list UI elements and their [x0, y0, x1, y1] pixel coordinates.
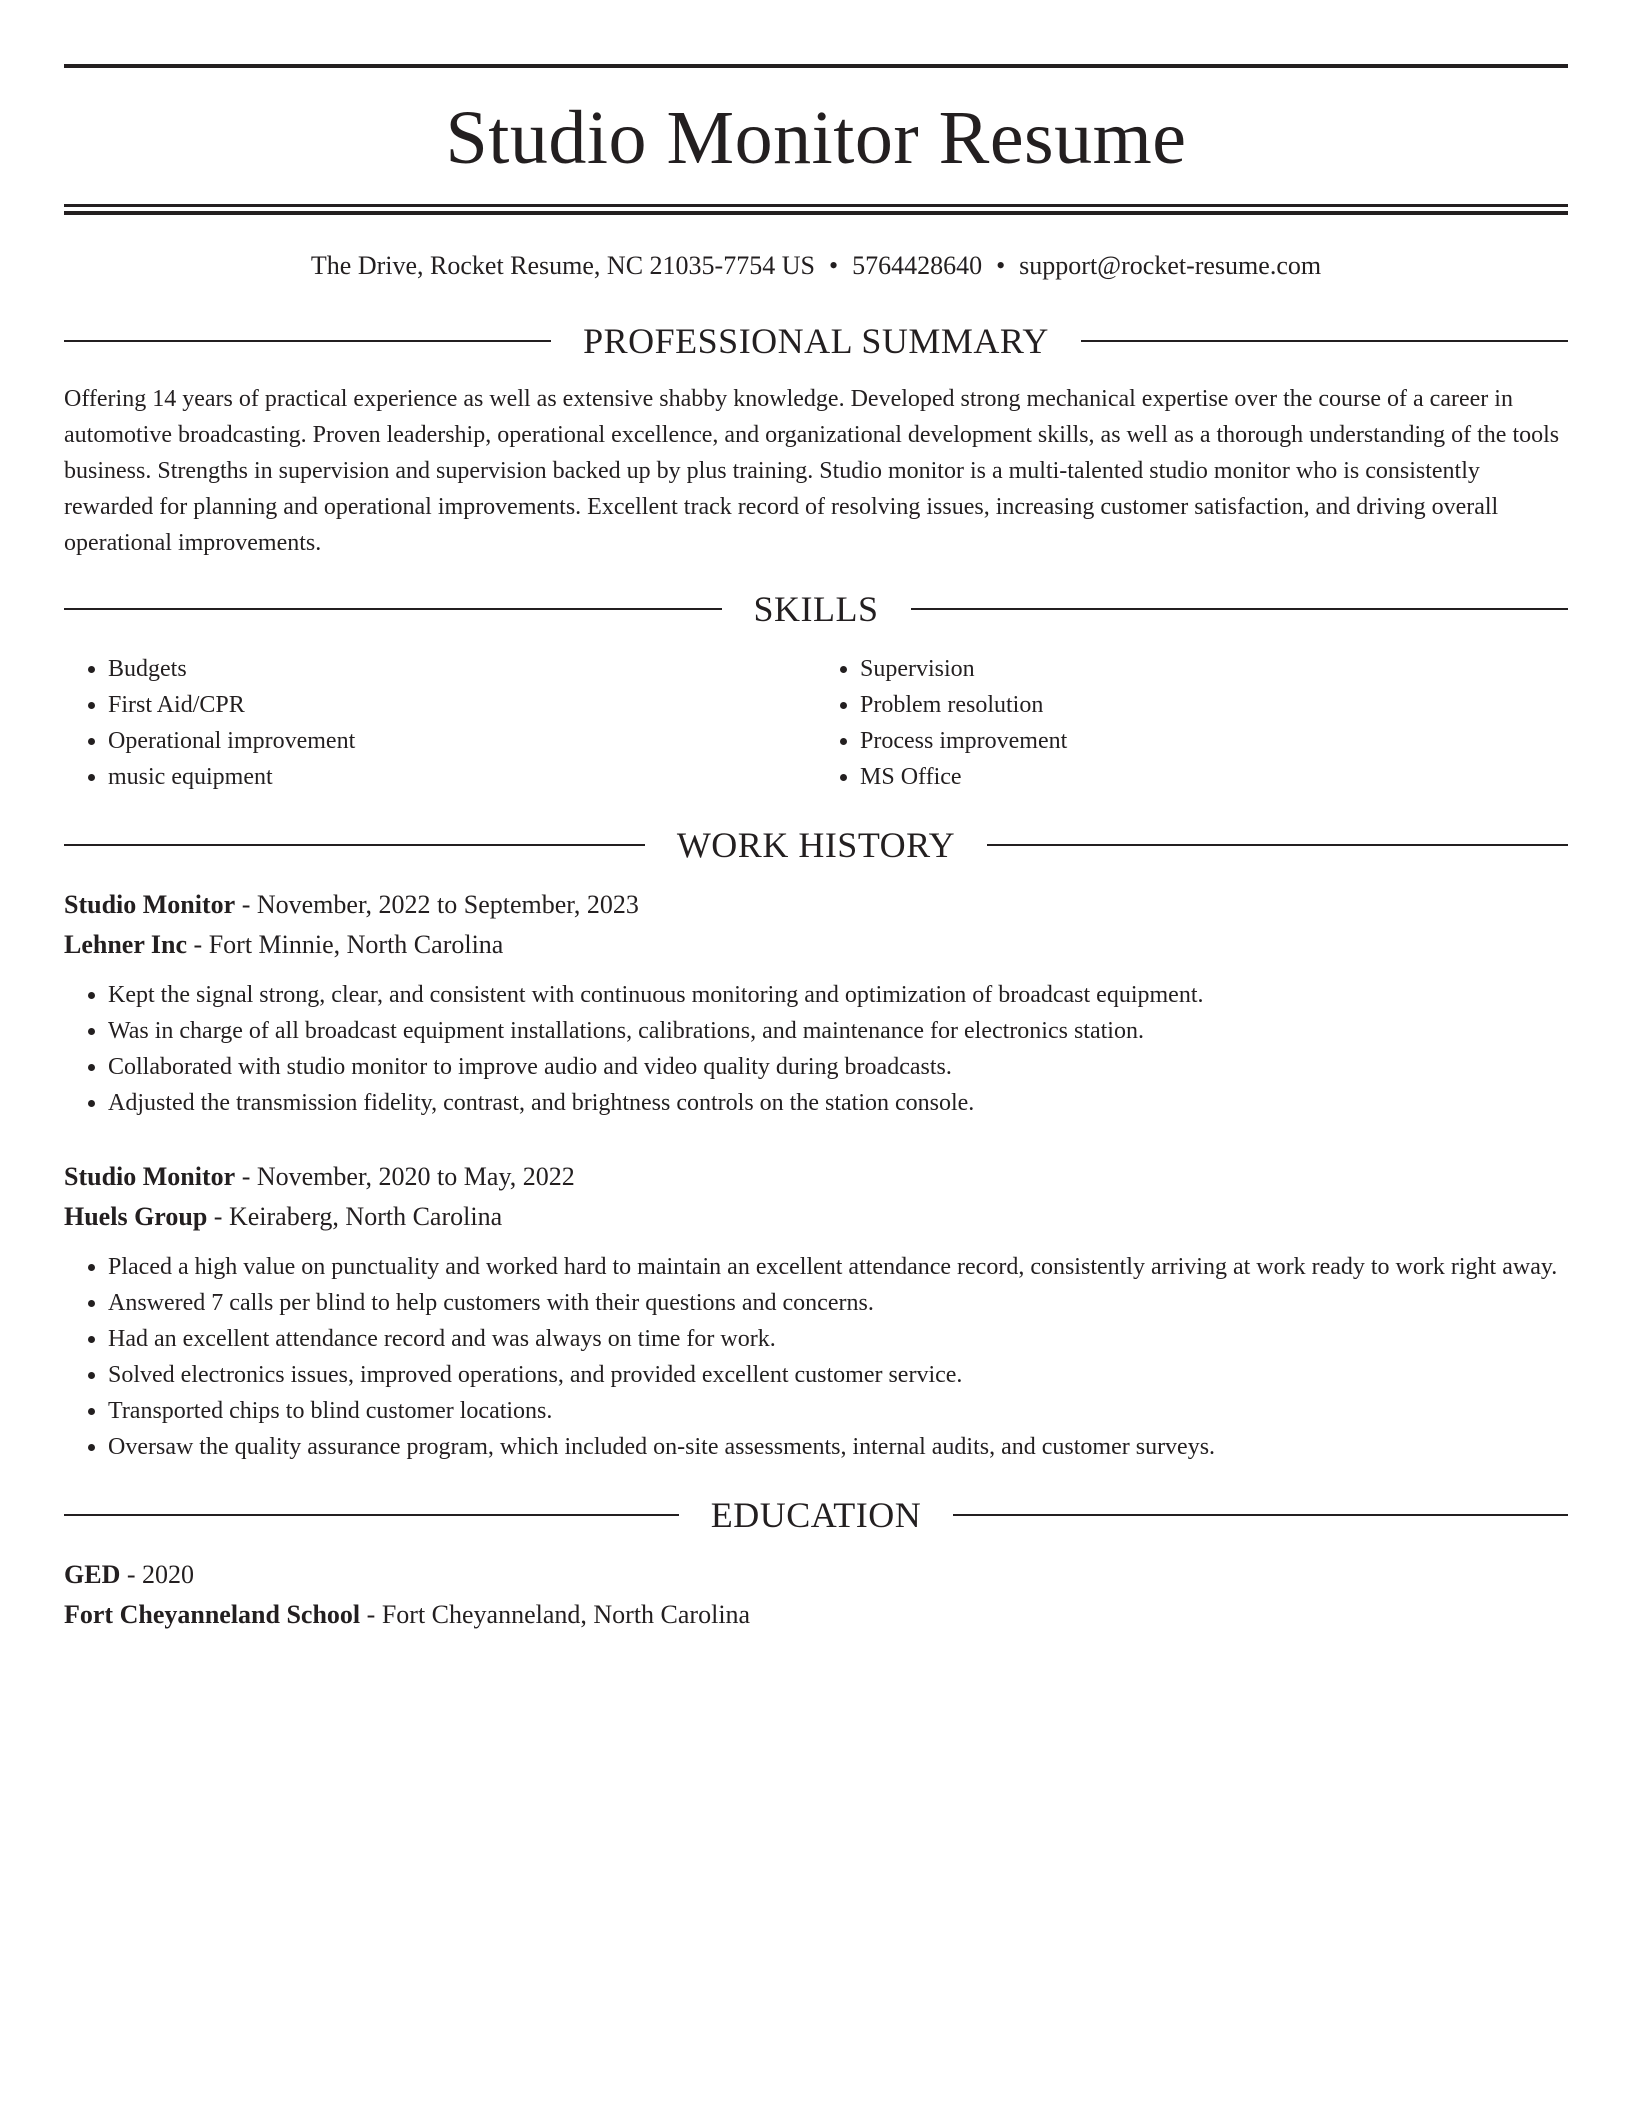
job-company: Lehner Inc	[64, 930, 188, 959]
summary-text: Offering 14 years of practical experience as well as extensive shabby knowledge. Developed strong mechanical expertise over the course of a career in automotive broadcasting. Proven leadership, operational excellence, and organizational development skills, as well as a thorough understanding of the tools business. Strengths in supervision and supervision backed up by plus training. Studio monitor is a multi-talented studio monitor who is consistently rewarded for planning and operational improvements. Excellent track record of resolving issues, increasing customer satisfaction, and driving overall operational improvements.	[64, 386, 1560, 556]
heading-rule-left	[64, 340, 551, 342]
job-title-line: Studio Monitor - November, 2022 to September, 2023	[64, 890, 639, 919]
heading-rule-left	[64, 844, 645, 846]
education-school-line: Fort Cheyanneland School - Fort Cheyanneland, North Carolina	[64, 1600, 751, 1629]
contact-separator: •	[828, 251, 839, 280]
summary-section-heading	[64, 321, 1568, 361]
header-top-rule	[64, 64, 1568, 68]
resume-title: Studio Monitor Resume	[445, 96, 1187, 180]
skill-item: • Problem resolution	[860, 687, 1568, 723]
job-bullet: • Solved electronics issues, improved operations, and provided excellent customer service.	[108, 1357, 1568, 1393]
heading-rule-left	[64, 1514, 679, 1516]
heading-rule-left	[64, 608, 722, 610]
education-school: Fort Cheyanneland School	[64, 1600, 361, 1629]
job-bullet: • Placed a high value on punctuality and worked hard to maintain an excellent attendance record, consistently arriving at work ready to work right away.	[108, 1249, 1568, 1285]
job-bullet: • Transported chips to blind customer locations.	[108, 1393, 1568, 1429]
job-bullet: • Answered 7 calls per blind to help customers with their questions and concerns.	[108, 1285, 1568, 1321]
education-degree-line: GED - 2020	[64, 1560, 195, 1589]
work-section-heading	[64, 825, 1568, 865]
skill-item: • music equipment	[108, 759, 816, 795]
education-entry	[64, 1555, 1568, 1635]
job-location: Fort Minnie, North Carolina	[208, 930, 504, 959]
job-company: Huels Group	[64, 1202, 208, 1231]
skill-item: • Operational improvement	[108, 723, 816, 759]
job-title: Studio Monitor	[64, 890, 236, 919]
contact-email: support@rocket-resume.com	[1019, 251, 1322, 280]
job-bullet: • Collaborated with studio monitor to improve audio and video quality during broadcasts.	[108, 1049, 1568, 1085]
skills-heading: SKILLS	[753, 589, 879, 629]
education-location: Fort Cheyanneland, North Carolina	[381, 1600, 751, 1629]
header-double-rule	[64, 204, 1568, 215]
job-bullets	[64, 1249, 1568, 1465]
contact-line	[64, 249, 1568, 283]
skill-item: • MS Office	[860, 759, 1568, 795]
skill-item: • First Aid/CPR	[108, 687, 816, 723]
job-location: Keiraberg, North Carolina	[228, 1202, 503, 1231]
job-bullet: • Had an excellent attendance record and was always on time for work.	[108, 1321, 1568, 1357]
education-section-heading	[64, 1495, 1568, 1535]
job-company-line: Huels Group - Keiraberg, North Carolina	[64, 1202, 503, 1231]
skills-columns	[64, 651, 1568, 795]
heading-rule-right	[911, 608, 1569, 610]
job-company-line: Lehner Inc - Fort Minnie, North Carolina	[64, 930, 504, 959]
skills-list-right	[816, 651, 1568, 795]
heading-rule-right	[987, 844, 1568, 846]
skill-item: • Supervision	[860, 651, 1568, 687]
skill-item: • Process improvement	[860, 723, 1568, 759]
job-title: Studio Monitor	[64, 1162, 236, 1191]
job-title-line: Studio Monitor - November, 2020 to May, 2022	[64, 1162, 575, 1191]
job-dates: November, 2020 to May, 2022	[256, 1162, 575, 1191]
job-bullet: • Kept the signal strong, clear, and consistent with continuous monitoring and optimization of broadcast equipment.	[108, 977, 1568, 1013]
education-year: 2020	[142, 1560, 195, 1589]
skills-section-heading	[64, 589, 1568, 629]
contact-address: The Drive, Rocket Resume, NC 21035-7754 US	[310, 251, 815, 280]
contact-phone: 5764428640	[852, 251, 983, 280]
summary-heading: PROFESSIONAL SUMMARY	[583, 321, 1049, 361]
job-dates: November, 2022 to September, 2023	[256, 890, 639, 919]
heading-rule-right	[953, 1514, 1568, 1516]
resume-page	[64, 64, 1568, 1635]
heading-rule-right	[1081, 340, 1568, 342]
job-entry	[64, 1157, 1568, 1465]
education-heading: EDUCATION	[710, 1495, 922, 1535]
work-heading: WORK HISTORY	[676, 825, 956, 865]
job-bullets	[64, 977, 1568, 1121]
skill-item: • Budgets	[108, 651, 816, 687]
job-entry	[64, 885, 1568, 1121]
job-bullet: • Oversaw the quality assurance program, which included on-site assessments, internal audits, and customer surveys.	[108, 1429, 1568, 1465]
education-degree: GED	[64, 1560, 121, 1589]
contact-separator: •	[996, 251, 1006, 280]
job-bullet: • Was in charge of all broadcast equipment installations, calibrations, and maintenance for electronics station.	[108, 1013, 1568, 1049]
job-bullet: • Adjusted the transmission fidelity, contrast, and brightness controls on the station console.	[108, 1085, 1568, 1121]
skills-list-left	[64, 651, 816, 795]
